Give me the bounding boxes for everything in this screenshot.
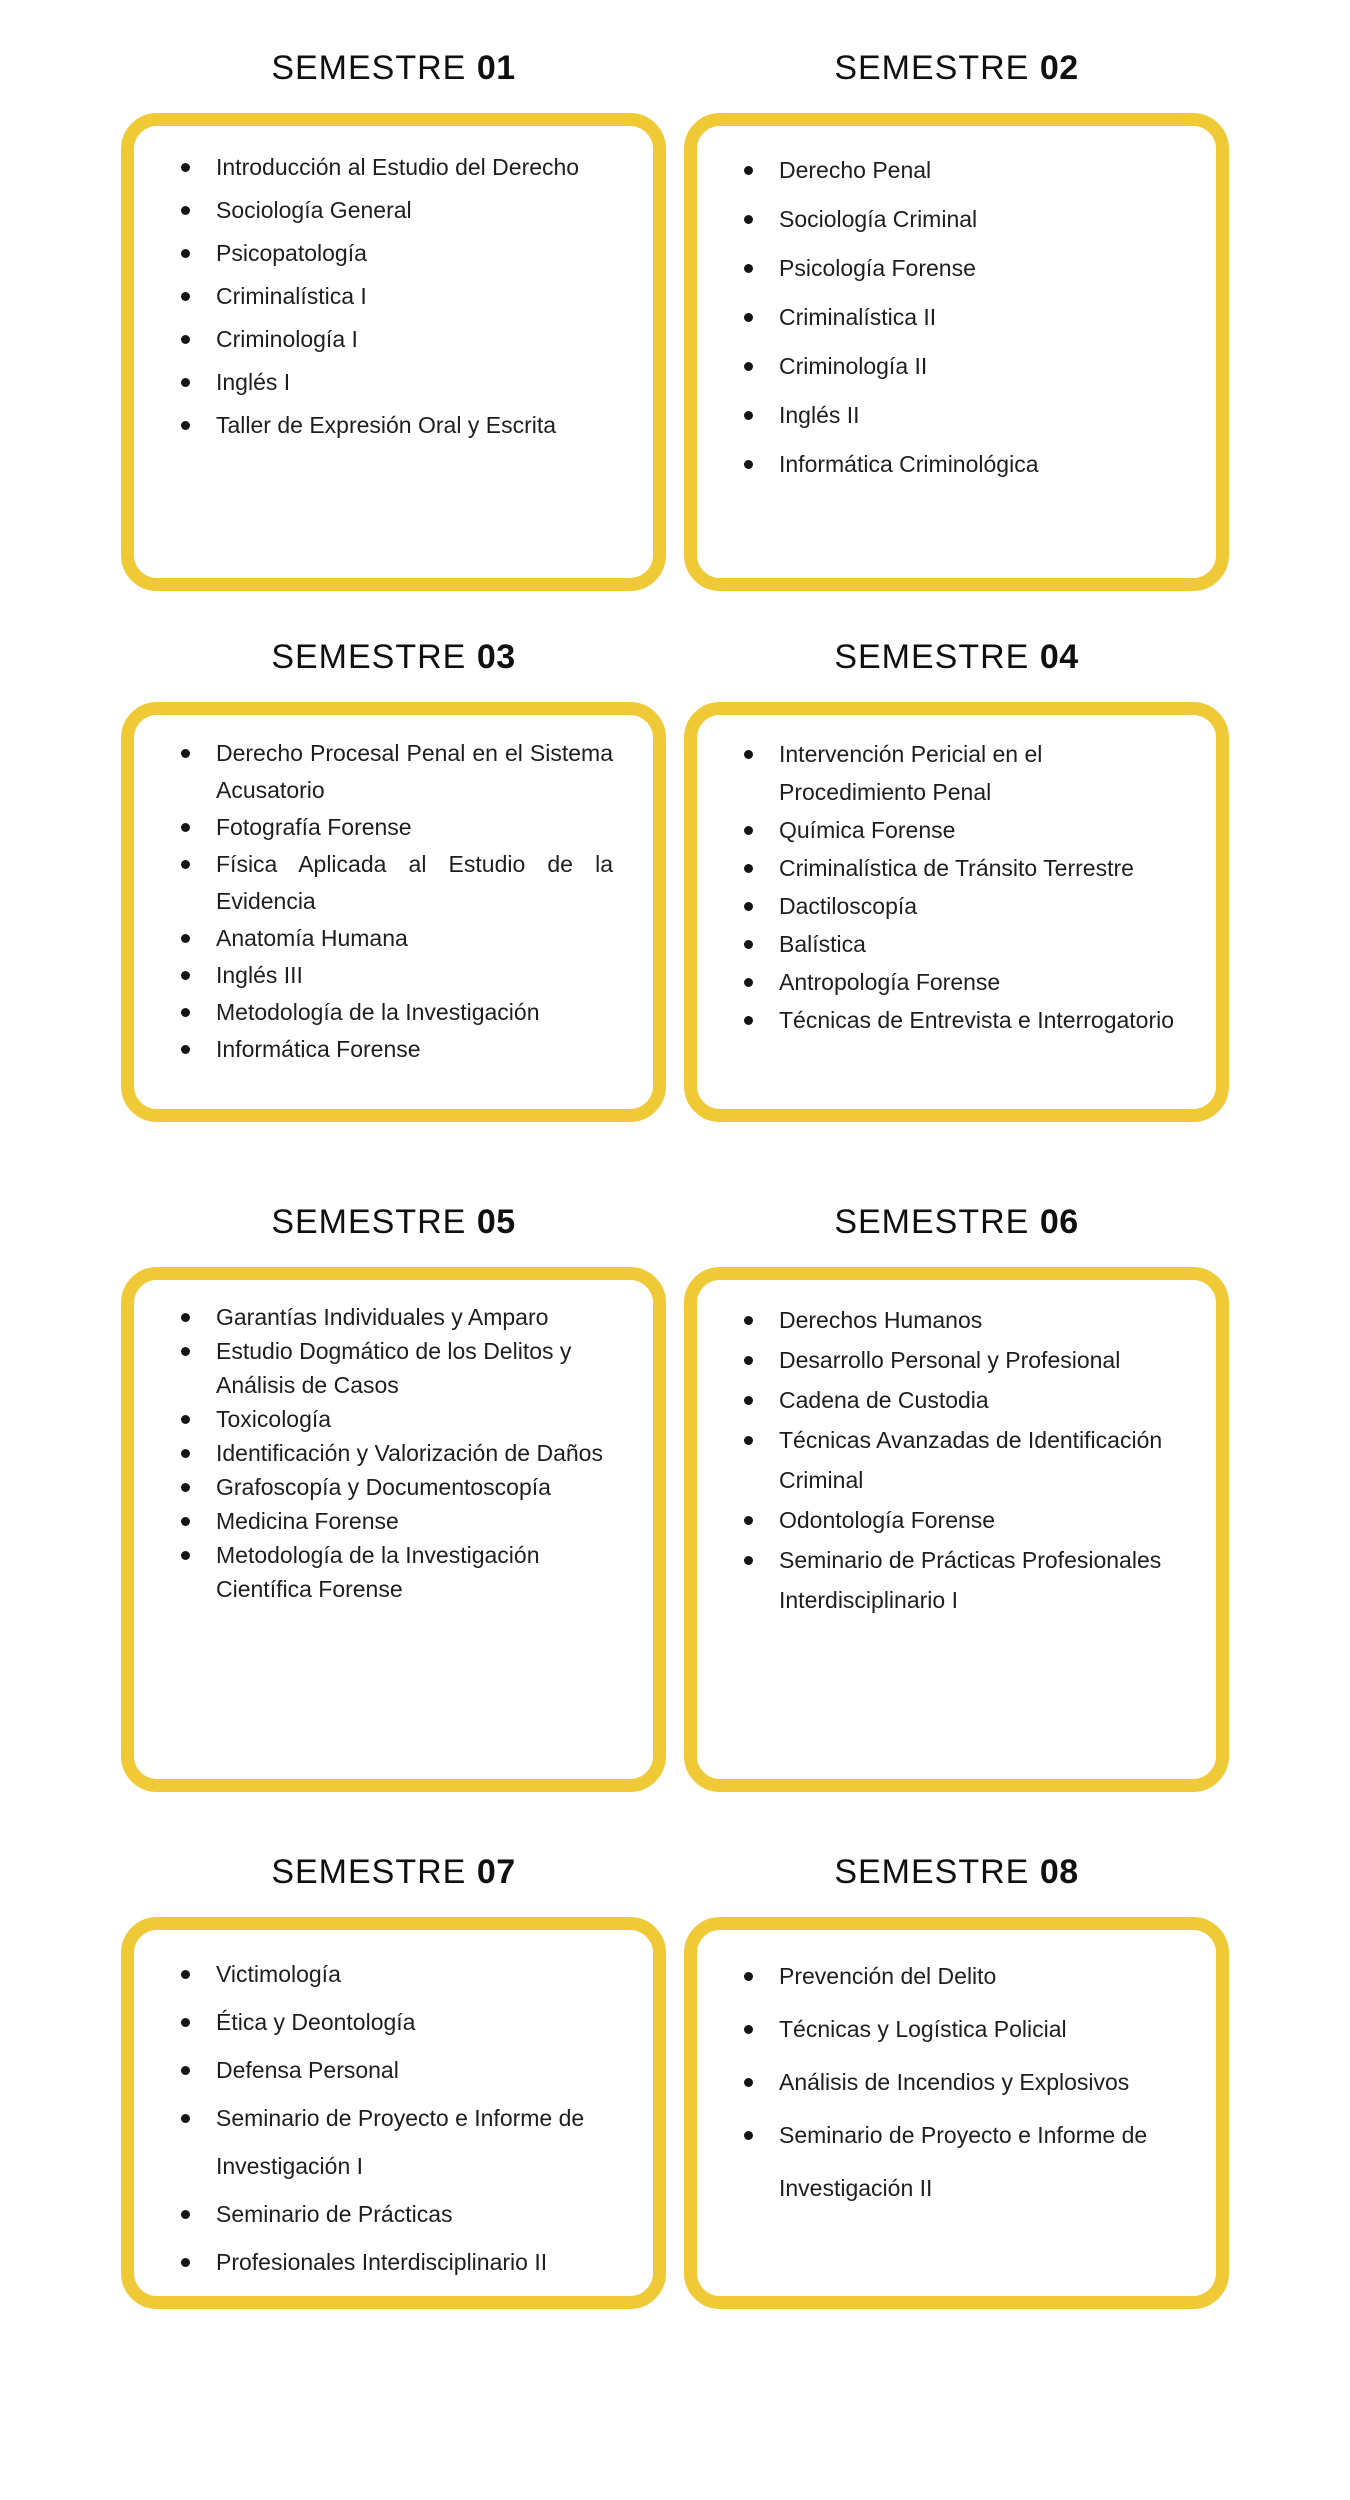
course-item: Derecho Procesal Penal en el Sistema Acusatorio <box>172 735 613 809</box>
semester-number: 03 <box>476 638 516 676</box>
course-item: Grafoscopía y Documentoscopía <box>172 1470 613 1504</box>
course-item: Desarrollo Personal y Profesional <box>735 1340 1176 1380</box>
course-item: Estudio Dogmático de los Delitos y Análisis de Casos <box>172 1334 613 1402</box>
course-item: Seminario de Proyecto e Informe de Investigación II <box>735 2109 1176 2215</box>
course-item: Inglés I <box>172 361 613 404</box>
course-item: Medicina Forense <box>172 1504 613 1538</box>
course-item: Criminalística II <box>735 293 1176 342</box>
course-item: Odontología Forense <box>735 1500 1176 1540</box>
course-list <box>735 1950 1176 2215</box>
course-item: Inglés II <box>735 391 1176 440</box>
course-item: Metodología de la Investigación <box>172 994 613 1031</box>
course-item: Antropología Forense <box>735 963 1176 1001</box>
course-list <box>172 1950 613 2286</box>
semester-box <box>684 702 1229 1122</box>
course-list <box>735 1300 1176 1620</box>
course-item: Metodología de la Investigación Científica Forense <box>172 1538 613 1606</box>
semester-title-label: SEMESTRE <box>271 638 467 676</box>
semester-box <box>684 1267 1229 1792</box>
course-list <box>172 1300 613 1606</box>
semester-cell <box>684 1202 1229 1792</box>
course-item: Intervención Pericial en el Procedimiento Penal <box>735 735 1176 811</box>
semester-number: 08 <box>1039 1853 1079 1891</box>
course-item: Toxicología <box>172 1402 613 1436</box>
semester-title <box>121 1852 666 1893</box>
course-item: Criminalística I <box>172 275 613 318</box>
course-item: Psicopatología <box>172 232 613 275</box>
semester-cell <box>121 1852 666 2309</box>
semester-number: 04 <box>1039 638 1079 676</box>
course-item: Derecho Penal <box>735 146 1176 195</box>
course-item: Identificación y Valorización de Daños <box>172 1436 613 1470</box>
course-item: Informática Criminológica <box>735 440 1176 489</box>
semester-title <box>121 48 666 89</box>
course-item: Técnicas y Logística Policial <box>735 2003 1176 2056</box>
course-item: Seminario de Prácticas Profesionales Interdisciplinario I <box>735 1540 1176 1620</box>
semester-number: 01 <box>476 49 516 87</box>
course-item: Criminología I <box>172 318 613 361</box>
semester-box <box>121 1267 666 1792</box>
semester-title-label: SEMESTRE <box>271 1853 467 1891</box>
semester-title-label: SEMESTRE <box>271 49 467 87</box>
course-item: Fotografía Forense <box>172 809 613 846</box>
course-item: Anatomía Humana <box>172 920 613 957</box>
course-item: Sociología Criminal <box>735 195 1176 244</box>
semester-number: 07 <box>476 1853 516 1891</box>
course-item: Balística <box>735 925 1176 963</box>
course-item: Seminario de Prácticas <box>172 2190 613 2238</box>
semester-title-label: SEMESTRE <box>834 638 1030 676</box>
semester-title <box>121 1202 666 1243</box>
course-item: Dactiloscopía <box>735 887 1176 925</box>
course-item: Psicología Forense <box>735 244 1176 293</box>
semester-cell <box>684 637 1229 1122</box>
course-item: Análisis de Incendios y Explosivos <box>735 2056 1176 2109</box>
semester-number: 02 <box>1039 49 1079 87</box>
course-item: Física Aplicada al Estudio de la Evidencia <box>172 846 613 920</box>
semester-box <box>684 1917 1229 2309</box>
course-item: Criminología II <box>735 342 1176 391</box>
semester-number: 06 <box>1039 1203 1079 1241</box>
course-item: Informática Forense <box>172 1031 613 1068</box>
semester-cell <box>121 1202 666 1792</box>
semester-title <box>684 48 1229 89</box>
course-list <box>172 146 613 447</box>
semester-box <box>121 702 666 1122</box>
semester-title <box>684 637 1229 678</box>
semester-box <box>684 113 1229 591</box>
course-item: Garantías Individuales y Amparo <box>172 1300 613 1334</box>
course-item: Introducción al Estudio del Derecho <box>172 146 613 189</box>
semester-title <box>684 1852 1229 1893</box>
course-item: Inglés III <box>172 957 613 994</box>
course-item: Técnicas de Entrevista e Interrogatorio <box>735 1001 1176 1039</box>
semester-cell <box>684 1852 1229 2309</box>
course-item: Criminalística de Tránsito Terrestre <box>735 849 1176 887</box>
course-list <box>735 735 1176 1039</box>
course-item: Taller de Expresión Oral y Escrita <box>172 404 613 447</box>
semester-title <box>121 637 666 678</box>
course-list <box>172 735 613 1068</box>
semester-title-label: SEMESTRE <box>834 1853 1030 1891</box>
course-list <box>735 146 1176 489</box>
semester-title-label: SEMESTRE <box>834 49 1030 87</box>
course-item: Química Forense <box>735 811 1176 849</box>
course-item: Defensa Personal <box>172 2046 613 2094</box>
semester-title <box>684 1202 1229 1243</box>
course-item: Profesionales Interdisciplinario II <box>172 2238 613 2286</box>
semester-title-label: SEMESTRE <box>271 1203 467 1241</box>
semester-cell <box>121 48 666 591</box>
semester-cell <box>684 48 1229 591</box>
course-item: Sociología General <box>172 189 613 232</box>
course-item: Derechos Humanos <box>735 1300 1176 1340</box>
course-item: Prevención del Delito <box>735 1950 1176 2003</box>
semester-title-label: SEMESTRE <box>834 1203 1030 1241</box>
semester-number: 05 <box>476 1203 516 1241</box>
semester-box <box>121 113 666 591</box>
course-item: Cadena de Custodia <box>735 1380 1176 1420</box>
course-item: Seminario de Proyecto e Informe de Investigación I <box>172 2094 613 2190</box>
course-item: Técnicas Avanzadas de Identificación Criminal <box>735 1420 1176 1500</box>
semester-cell <box>121 637 666 1122</box>
semester-box <box>121 1917 666 2309</box>
course-item: Victimología <box>172 1950 613 1998</box>
semester-grid <box>121 48 1229 2309</box>
course-item: Ética y Deontología <box>172 1998 613 2046</box>
